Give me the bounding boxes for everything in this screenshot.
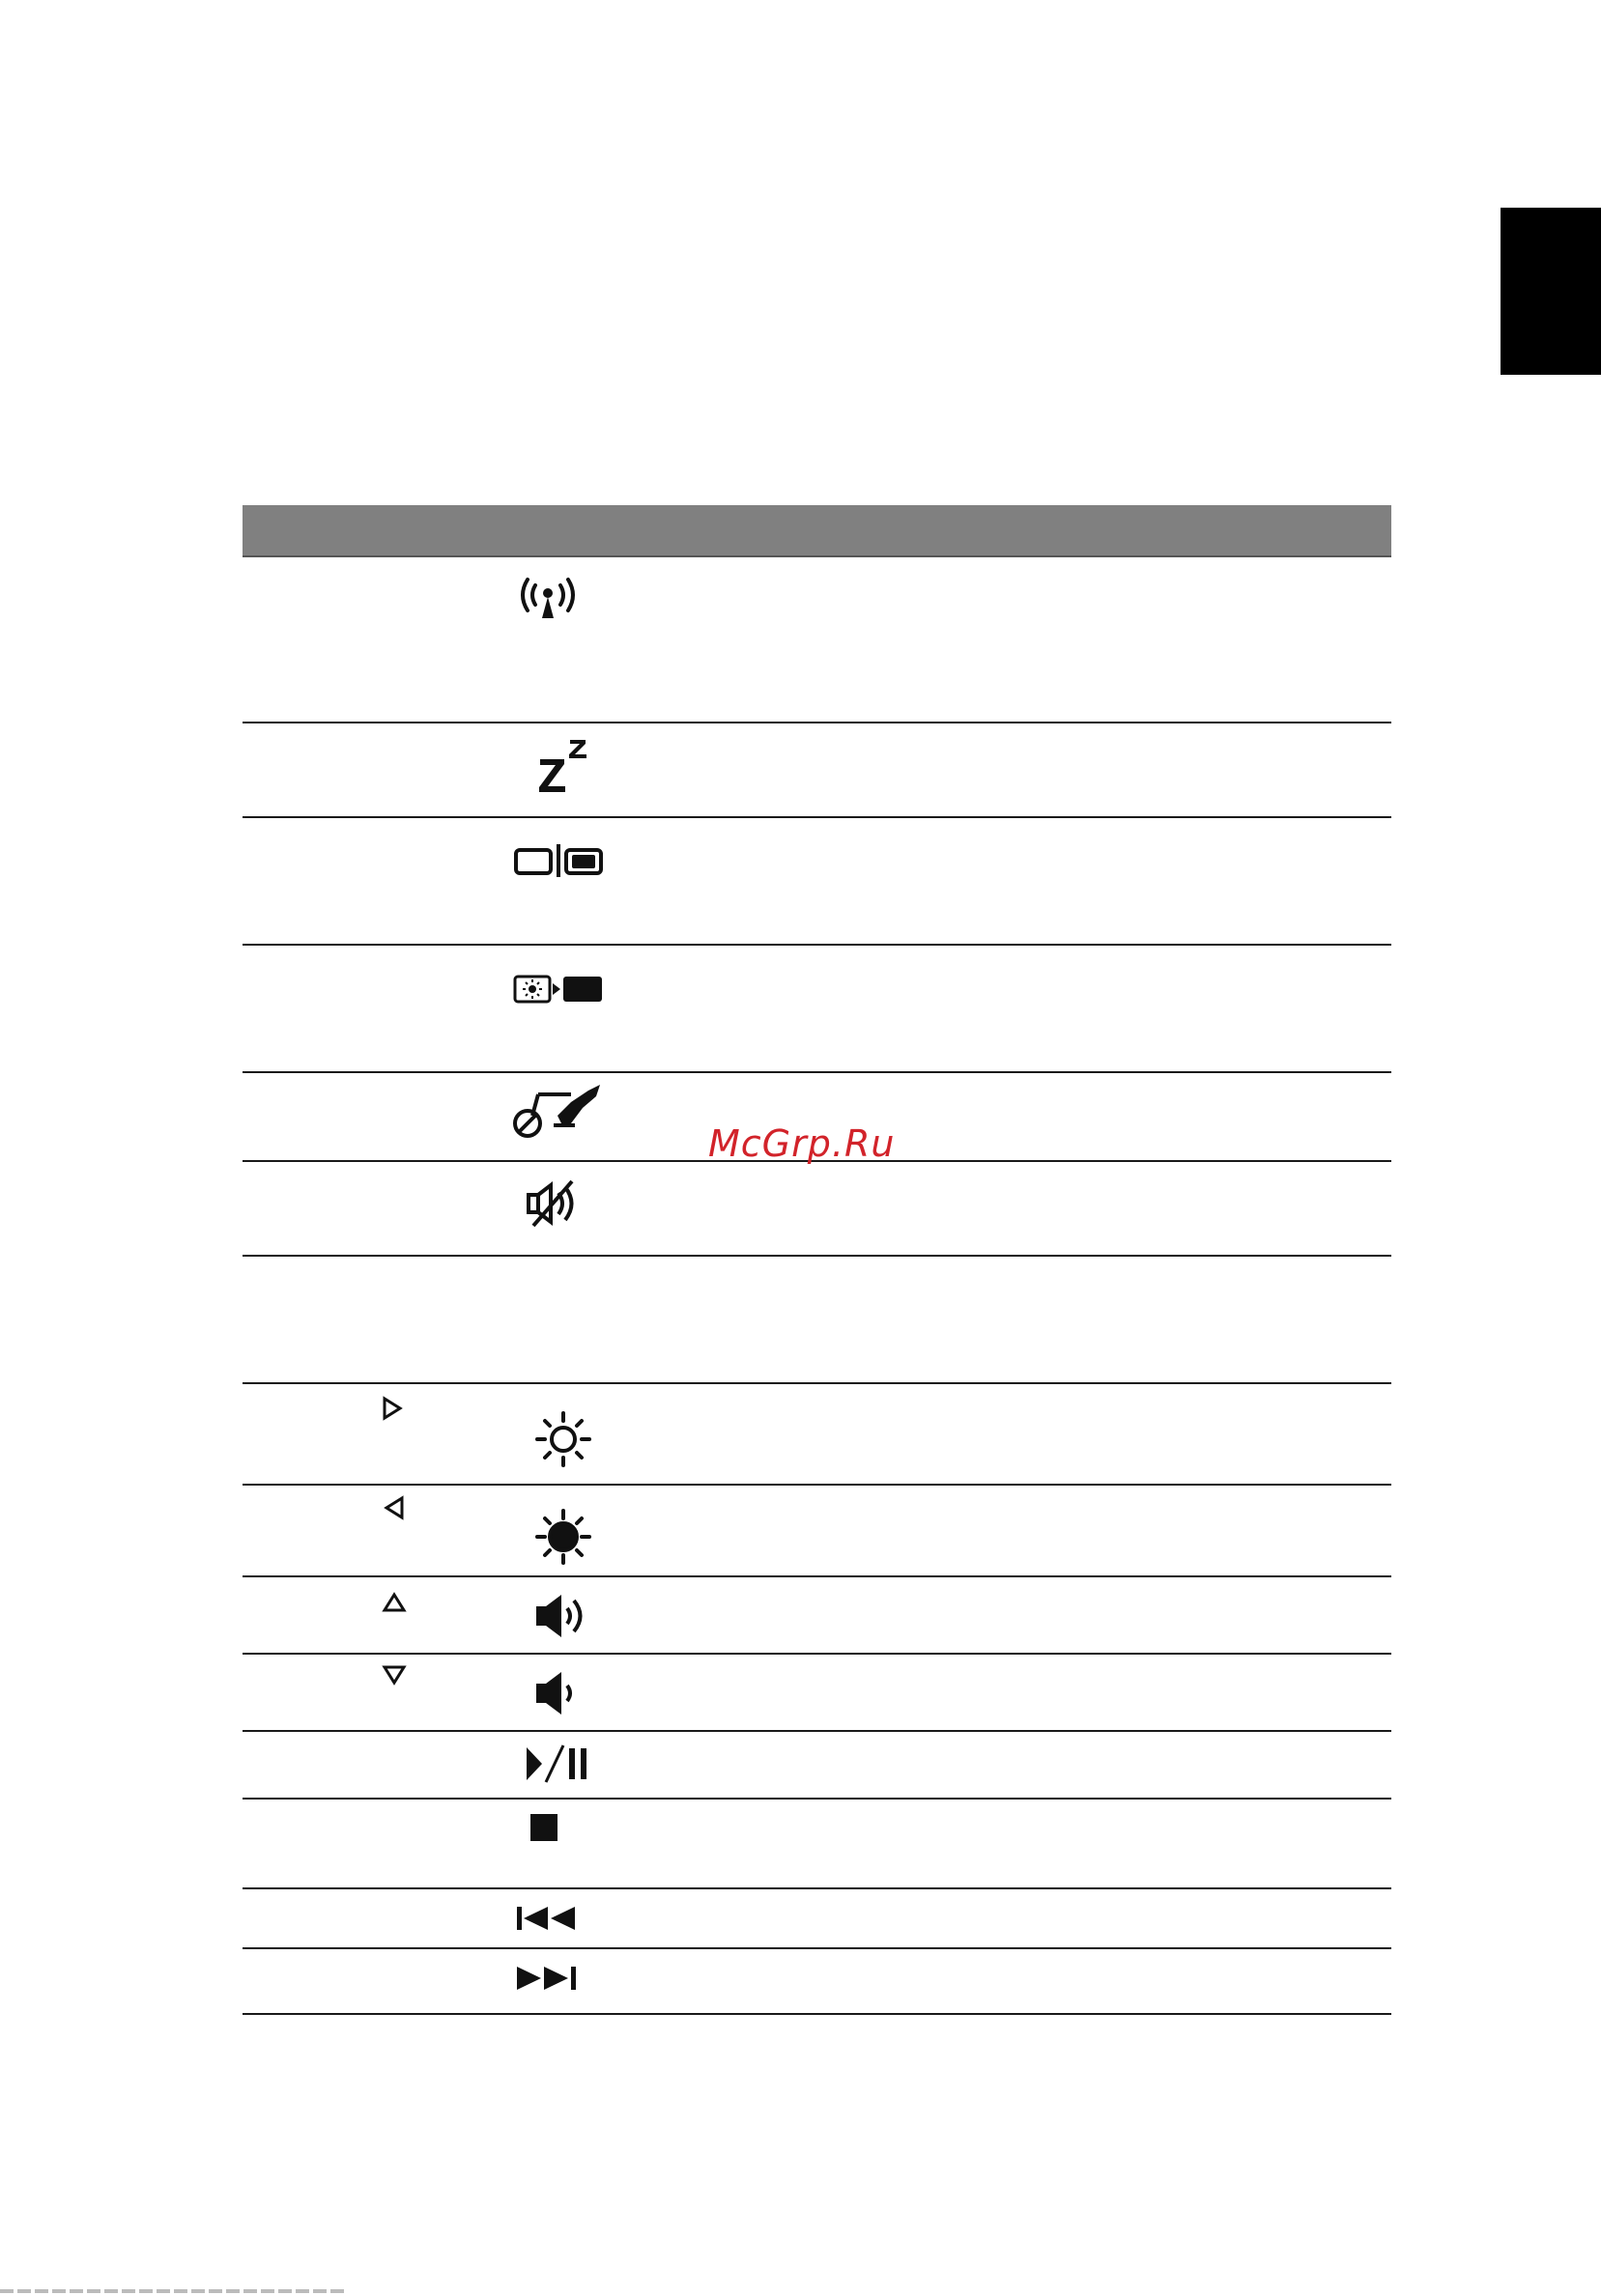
page-section-tab xyxy=(1501,208,1601,375)
bottom-edge-marks xyxy=(0,2289,348,2293)
table-row xyxy=(243,818,1391,946)
table-row xyxy=(243,1889,1391,1949)
table-row xyxy=(243,1486,1391,1577)
table-row xyxy=(243,1732,1391,1800)
brightness-up-icon xyxy=(535,1411,591,1467)
arrow-up-icon xyxy=(382,1592,407,1613)
stop-icon xyxy=(530,1814,557,1841)
table-row xyxy=(243,1577,1391,1655)
table-row xyxy=(243,1162,1391,1257)
display-toggle-icon xyxy=(513,843,604,878)
screen-blank-icon xyxy=(513,975,604,1004)
arrow-left-icon xyxy=(384,1495,405,1520)
table-row xyxy=(243,946,1391,1073)
next-track-icon xyxy=(515,1965,579,1992)
table-row xyxy=(243,1800,1391,1889)
table-row xyxy=(243,557,1391,723)
touchpad-toggle-icon xyxy=(511,1083,604,1139)
table-row xyxy=(243,1384,1391,1486)
speaker-mute-icon xyxy=(526,1179,582,1228)
table-row xyxy=(243,1257,1391,1384)
table-row xyxy=(243,723,1391,818)
previous-track-icon xyxy=(515,1905,579,1932)
table-header-bar xyxy=(243,505,1391,557)
volume-down-icon xyxy=(532,1668,579,1718)
play-pause-icon xyxy=(525,1743,594,1784)
sleep-zz-icon xyxy=(537,738,591,794)
hotkey-table xyxy=(243,505,1391,2015)
arrow-down-icon xyxy=(382,1664,407,1686)
wireless-communication-icon xyxy=(516,574,580,620)
brightness-down-icon xyxy=(535,1509,591,1565)
watermark-text: McGrp.Ru xyxy=(708,1122,896,1165)
table-row xyxy=(243,1655,1391,1732)
arrow-right-icon xyxy=(382,1396,403,1421)
table-row xyxy=(243,1949,1391,2015)
volume-up-icon xyxy=(532,1591,590,1641)
